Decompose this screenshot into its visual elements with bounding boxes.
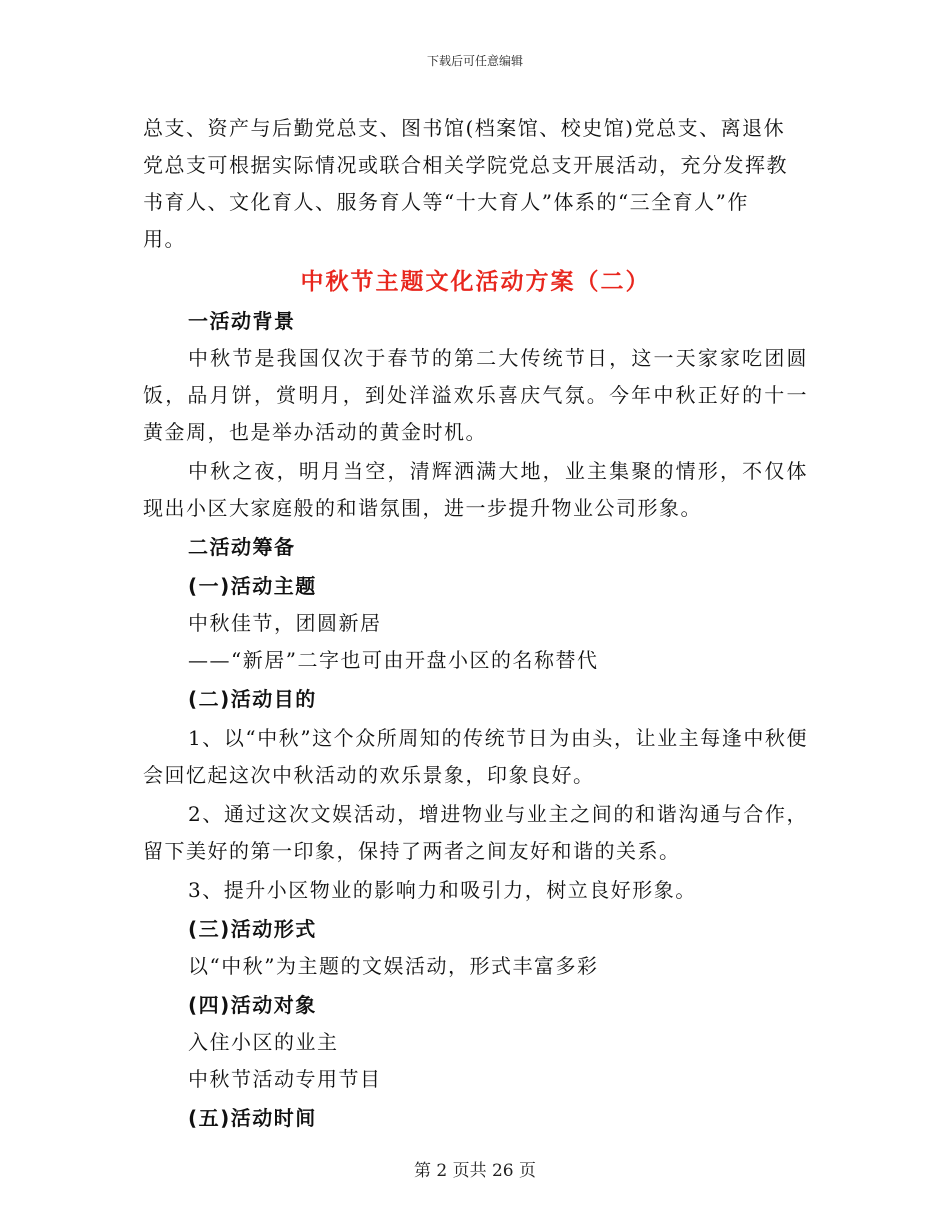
subheading-goal: (二)活动目的 <box>188 687 317 711</box>
background-paragraph: 中秋之夜，明月当空，清辉洒满大地，业主集聚的情形，不仅体现出小区大家庭般的和谐氛围，进一步提升物业公司形象。 <box>143 459 808 520</box>
document-body <box>143 110 808 1137</box>
subheading-theme: (一)活动主题 <box>188 574 317 598</box>
page-footer: 第 2 页共 26 页 <box>413 1161 537 1181</box>
theme-text: 中秋佳节，团圆新居 <box>188 611 382 635</box>
target-text: 中秋节活动专用节目 <box>188 1067 382 1091</box>
target-text: 入住小区的业主 <box>188 1030 339 1054</box>
subheading-target: (四)活动对象 <box>188 993 317 1017</box>
section-heading-preparation: 二活动筹备 <box>188 535 296 559</box>
subheading-time: (五)活动时间 <box>188 1106 317 1130</box>
subheading-form: (三)活动形式 <box>188 917 317 941</box>
intro-line: 用。 <box>143 227 186 251</box>
intro-line: 总支、资产与后勤党总支、图书馆(档案馆、校史馆)党总支、离退休 <box>143 116 786 140</box>
intro-line: 党总支可根据实际情况或联合相关学院党总支开展活动，充分发挥教 <box>143 153 788 177</box>
section-heading-background: 一活动背景 <box>188 309 296 333</box>
goal-item: 3、提升小区物业的影响力和吸引力，树立良好形象。 <box>188 878 697 902</box>
background-paragraph: 中秋节是我国仅次于春节的第二大传统节日，这一天家家吃团圆饭，品月饼，赏明月，到处洋溢欢乐喜庆气氛。今年中秋正好的十一黄金周，也是举办活动的黄金时机。 <box>143 346 808 444</box>
goal-item: 1、以“中秋”这个众所周知的传统节日为由头，让业主每逢中秋便会回忆起这次中秋活动的欢乐景象，印象良好。 <box>143 726 808 787</box>
goal-item: 2、通过这次文娱活动，增进物业与业主之间的和谐沟通与合作，留下美好的第一印象，保持了两者之间友好和谐的关系。 <box>143 802 808 863</box>
document-title: 中秋节主题文化活动方案（二） <box>300 269 651 295</box>
form-text: 以“中秋”为主题的文娱活动，形式丰富多彩 <box>188 954 599 978</box>
intro-line: 书育人、文化育人、服务育人等“十大育人”体系的“三全育人”作 <box>143 190 749 214</box>
page-header: 下载后可任意编辑 <box>426 54 523 68</box>
theme-note: ——“新居”二字也可由开盘小区的名称替代 <box>188 648 599 672</box>
